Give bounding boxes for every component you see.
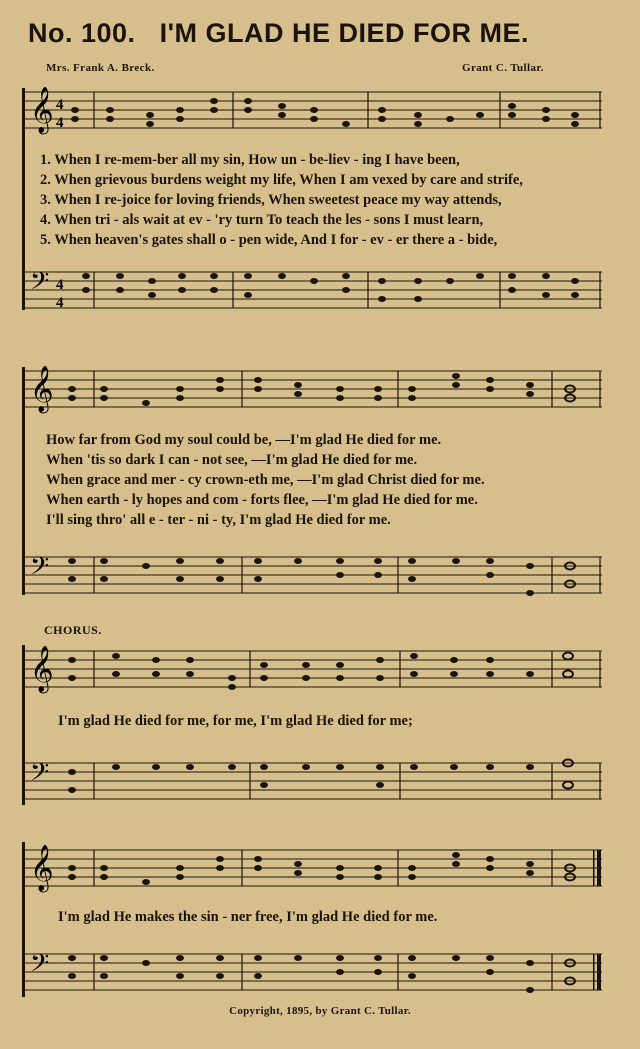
verse-2-line-2: When 'tis so dark I can - not see, —I'm glad He died for me. (46, 452, 418, 468)
composer-credit: Grant C. Tullar. (462, 62, 544, 74)
treble-clef-icon: 𝄞 (30, 87, 54, 133)
chorus-lyrics-line-1: I'm glad He died for me, for me, I'm glad He died for me; (58, 713, 413, 729)
chorus-label: CHORUS. (44, 623, 102, 637)
bass-clef-icon: 𝄢 (30, 267, 50, 302)
verse-1-line-2: How far from God my soul could be, —I'm glad He died for me. (46, 432, 442, 448)
verse-lyrics-part2 (46, 430, 485, 530)
bass-notes-1 (82, 273, 579, 302)
verse-lyrics-part1 (40, 150, 523, 250)
bass-clef-icon: 𝄢 (30, 552, 50, 587)
svg-text:4: 4 (56, 97, 64, 113)
svg-text:4: 4 (56, 277, 64, 293)
treble-clef-icon: 𝄞 (30, 845, 54, 891)
copyright-notice: Copyright, 1895, by Grant C. Tullar. (229, 1005, 411, 1017)
verse-3-line-1: 3. When I re-joice for loving friends, When sweetest peace my way attends, (40, 192, 502, 208)
verse-2-line-1: 2. When grievous burdens weight my life, When I am vexed by care and strife, (40, 172, 523, 188)
treble-notes-1 (71, 98, 579, 127)
bass-clef-icon: 𝄢 (30, 758, 50, 793)
verse-4-line-2: When earth - ly hopes and com - forts flee, —I'm glad He died for me. (46, 492, 478, 508)
chorus-lyrics-line-2: I'm glad He makes the sin - ner free, I'm glad He died for me. (58, 909, 438, 925)
bass-clef-icon: 𝄢 (30, 949, 50, 984)
verse-5-line-1: 5. When heaven's gates shall o - pen wide, And I for - ev - er there a - bide, (40, 232, 498, 248)
svg-text:4: 4 (56, 115, 64, 131)
hymn-title: I'M GLAD HE DIED FOR ME. (159, 18, 529, 48)
treble-clef-icon: 𝄞 (30, 366, 54, 412)
verse-3-line-2: When grace and mer - cy crown-eth me, —I'm glad Christ died for me. (46, 472, 485, 488)
svg-text:4: 4 (56, 295, 64, 311)
treble-clef-icon: 𝄞 (30, 646, 54, 692)
hymn-title-line (28, 18, 529, 49)
lyricist-credit: Mrs. Frank A. Breck. (46, 62, 155, 74)
verse-1-line-1: 1. When I re-mem-ber all my sin, How un - be-liev - ing I have been, (40, 152, 460, 168)
verse-5-line-2: I'll sing thro' all e - ter - ni - ty, I'm glad He died for me. (46, 512, 391, 528)
verse-4-line-1: 4. When tri - als wait at ev - 'ry turn To teach the les - sons I must learn, (40, 212, 484, 228)
hymn-number: No. 100. (28, 18, 136, 48)
